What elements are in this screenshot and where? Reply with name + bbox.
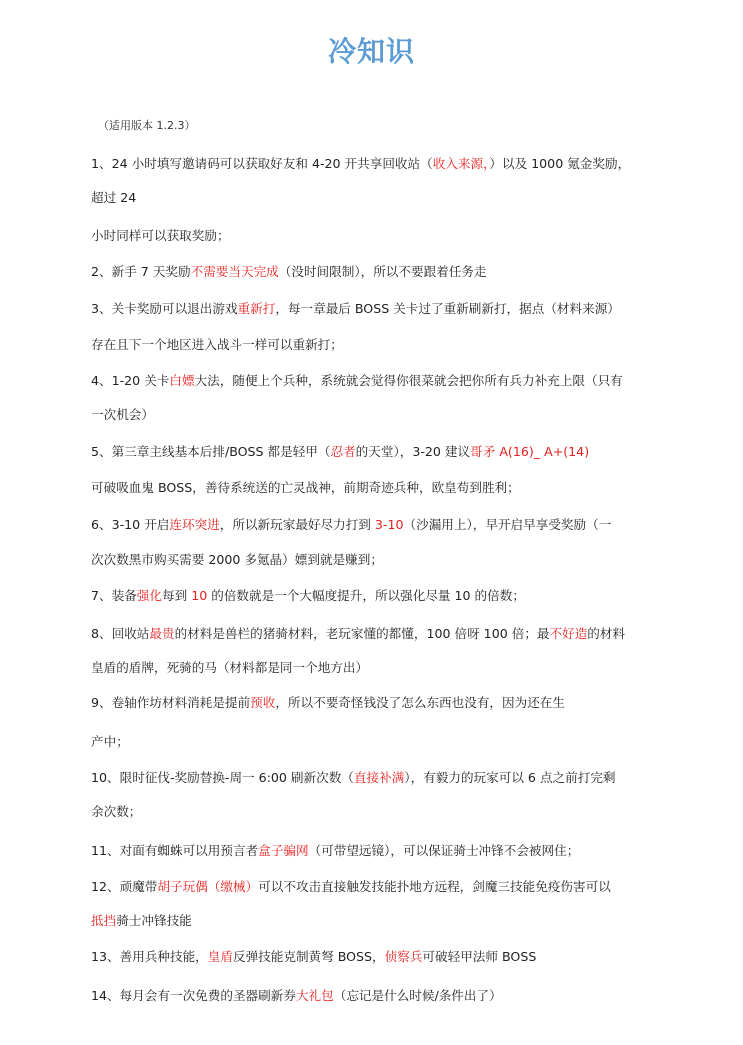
text-segment: 每到 [161, 588, 192, 603]
text-line [91, 477, 520, 496]
text-segment: ，所以不要奇怪钱没了怎么东西也没有，因为还在生 [275, 695, 565, 710]
text-segment: ）以及 1000 氪金奖励， [489, 156, 631, 171]
text-line [91, 946, 536, 965]
highlight-text: 侦察兵 [384, 949, 423, 964]
highlight-text: 不需要当天完成 [190, 264, 279, 279]
text-segment: 产中； [91, 734, 129, 749]
highlight-text: 预收 [250, 695, 276, 710]
highlight-text: 不好造 [549, 626, 588, 641]
text-line [91, 514, 611, 533]
text-line [91, 840, 579, 859]
text-line [91, 585, 525, 604]
text-line [91, 153, 630, 172]
text-segment: 存在且下一个地区进入战斗一样可以重新打； [91, 337, 343, 352]
text-segment: 可破吸血鬼 BOSS，善待系统送的亡灵战神，前期奇迹兵种，欧皇苟到胜利； [91, 480, 520, 495]
text-segment: 8、回收站 [91, 626, 150, 641]
text-line [91, 623, 625, 642]
text-line [91, 910, 192, 929]
highlight-text: 盒子骗网 [258, 843, 309, 858]
text-segment: 次次数黑市购买需要 2000 多氪晶）嫖到就是赚到； [91, 552, 383, 567]
text-segment: （没时间限制），所以不要跟着任务走 [278, 264, 487, 279]
highlight-text: 3-10 [374, 517, 404, 532]
text-line [91, 549, 383, 568]
highlight-text: 白嫖 [169, 373, 195, 388]
text-segment: 6、3-10 开启 [91, 517, 170, 532]
text-line [91, 404, 154, 423]
text-line [91, 261, 487, 280]
highlight-text: 强化 [136, 588, 162, 603]
text-segment: 骑士冲锋技能 [116, 913, 192, 928]
text-segment: 一次机会） [91, 407, 154, 422]
highlight-text: 连环突进 [169, 517, 220, 532]
highlight-text: 哥矛 A(16)_ A+(14) [470, 444, 590, 459]
text-line [91, 370, 623, 389]
text-line [91, 801, 141, 820]
text-segment: 超过 24 [91, 190, 137, 205]
text-segment: 5、第三章主线基本后排/BOSS 都是轻甲（ [91, 444, 331, 459]
text-segment: 皇盾的盾牌，死骑的马（材料都是同一个地方出） [91, 660, 369, 675]
highlight-text: 胡子玩偶（缴械） [157, 879, 259, 894]
text-segment: 大法，随便上个兵种，系统就会觉得你很菜就会把你所有兵力补充上限（只有 [194, 373, 623, 388]
highlight-text: 大礼包 [295, 988, 334, 1003]
text-segment: 可破轻甲法师 BOSS [422, 949, 537, 964]
text-segment: 余次数； [91, 804, 142, 819]
text-segment: 的天堂），3-20 建议 [355, 444, 471, 459]
text-segment: 3、关卡奖励可以退出游戏 [91, 301, 238, 316]
text-segment: 12、顽魔带 [91, 879, 158, 894]
text-line [91, 657, 368, 676]
text-segment: （沙漏用上），早开启早享受奖励（一 [403, 517, 612, 532]
text-segment: 7、装备 [91, 588, 137, 603]
text-line [91, 692, 565, 711]
text-segment: 可以不攻击直接触发技能扑地方远程，剑魔三技能免疫伤害可以 [258, 879, 611, 894]
text-segment: 的倍数就是一个大幅度提升，所以强化尽量 10 的倍数； [207, 588, 525, 603]
text-segment: ，每一章最后 BOSS 关卡过了重新刷新打，据点（材料来源） [275, 301, 620, 316]
text-line [91, 334, 343, 353]
highlight-text: 直接补满 [353, 770, 405, 785]
text-line [91, 225, 230, 244]
text-segment: （忘记是什么时候/条件出了） [333, 988, 502, 1003]
text-segment: ），有毅力的玩家可以 6 点之前打完剩 [404, 770, 616, 785]
text-line [91, 985, 502, 1004]
page-title: 冷知识 [327, 35, 415, 68]
text-segment: ，所以新玩家最好尽力打到 [219, 517, 375, 532]
text-segment: 10、限时征伐-奖励替换-周一 6:00 刷新次数（ [91, 770, 354, 785]
text-line [91, 731, 129, 750]
text-segment: 小时同样可以获取奖励； [91, 228, 230, 243]
text-segment: （可带望远镜），可以保证骑士冲锋不会被网住； [308, 843, 580, 858]
highlight-text: 皇盾 [207, 949, 233, 964]
text-line [91, 187, 136, 206]
text-line [91, 767, 616, 786]
highlight-text: 忍者 [330, 444, 356, 459]
text-segment: 14、每月会有一次免费的圣器刷新券 [91, 988, 296, 1003]
text-segment: 2、新手 7 天奖励 [91, 264, 191, 279]
text-segment: 4、1-20 关卡 [91, 373, 170, 388]
text-line [91, 441, 589, 460]
highlight-text: 收入来源， [432, 156, 490, 171]
highlight-text: 最贵 [149, 626, 175, 641]
highlight-text: 重新打 [237, 301, 276, 316]
text-segment: 1、24 小时填写邀请码可以获取好友和 4-20 开共享回收站（ [91, 156, 433, 171]
text-segment: 的材料 [587, 626, 626, 641]
text-segment: 的材料是兽栏的猪骑材料，老玩家懂的都懂，100 倍呀 100 倍；最 [174, 626, 550, 641]
text-segment: 11、对面有蜘蛛可以用预言者 [91, 843, 259, 858]
text-segment: 13、善用兵种技能， [91, 949, 208, 964]
highlight-text: 10 [191, 588, 208, 603]
text-line [91, 876, 611, 895]
text-line [91, 298, 620, 317]
text-segment: 反弹技能克制黄弩 BOSS， [232, 949, 385, 964]
highlight-text: 抵挡 [91, 913, 117, 928]
text-segment: 9、卷轴作坊材料消耗是提前 [91, 695, 251, 710]
version-note: （适用版本 1.2.3） [98, 119, 196, 132]
